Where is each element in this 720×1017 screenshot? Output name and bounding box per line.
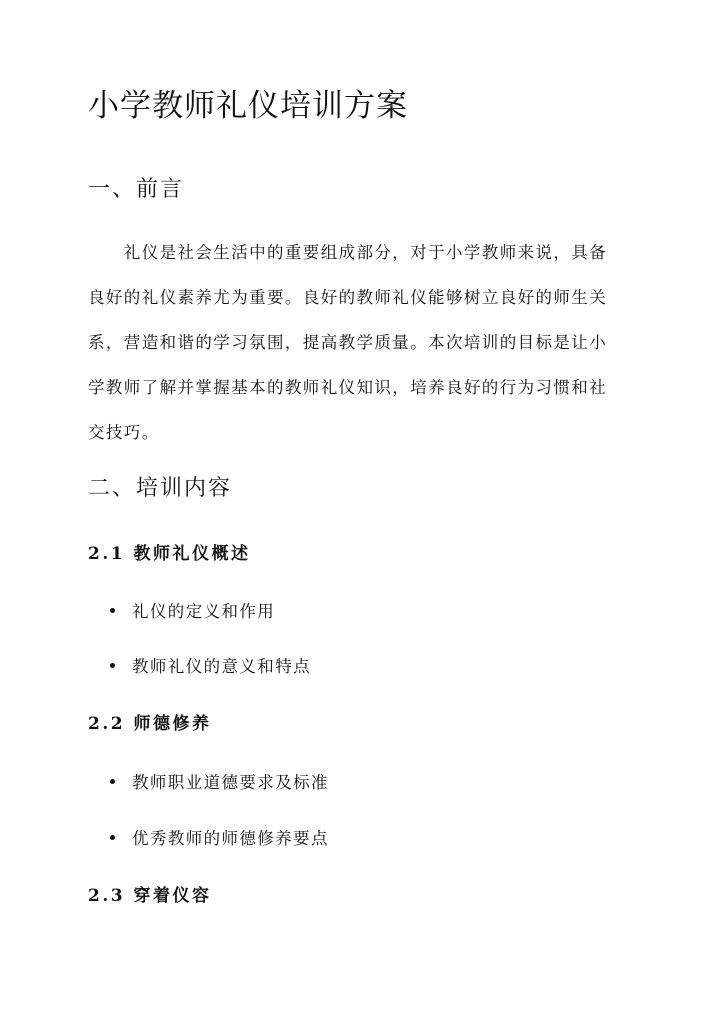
paragraph-line: 学教师了解并掌握基本的教师礼仪知识，培养良好的行为习惯和社 <box>88 378 608 397</box>
paragraph-line: 交技巧。 <box>88 423 160 442</box>
paragraph-line: 礼仪是社会生活中的重要组成部分，对于小学教师来说，具备 <box>88 243 608 262</box>
list-item <box>110 827 329 851</box>
bullet-icon <box>110 608 115 613</box>
list-item-text: 教师礼仪的意义和特点 <box>132 657 311 676</box>
list-item <box>110 655 311 679</box>
section-heading-training-content: 二、培训内容 <box>88 476 233 501</box>
document-title: 小学教师礼仪培训方案 <box>88 88 408 124</box>
subsection-heading-attire: 2.3 穿着仪容 <box>88 886 212 906</box>
bullet-icon <box>110 835 115 840</box>
list-item-text: 礼仪的定义和作用 <box>132 602 276 621</box>
subsection-heading-etiquette-overview: 2.1 教师礼仪概述 <box>88 544 251 564</box>
subsection-heading-ethics: 2.2 师德修养 <box>88 714 212 734</box>
list-item <box>110 600 275 624</box>
list-item-text: 优秀教师的师德修养要点 <box>132 829 329 848</box>
list-item-text: 教师职业道德要求及标准 <box>132 773 329 792</box>
list-item <box>110 771 329 795</box>
section-heading-preface: 一、前言 <box>88 177 185 202</box>
paragraph-line: 良好的礼仪素养尤为重要。良好的教师礼仪能够树立良好的师生关 <box>88 288 608 307</box>
bullet-icon <box>110 779 115 784</box>
paragraph-line: 系，营造和谐的学习氛围，提高教学质量。本次培训的目标是让小 <box>88 333 608 352</box>
bullet-icon <box>110 663 115 668</box>
